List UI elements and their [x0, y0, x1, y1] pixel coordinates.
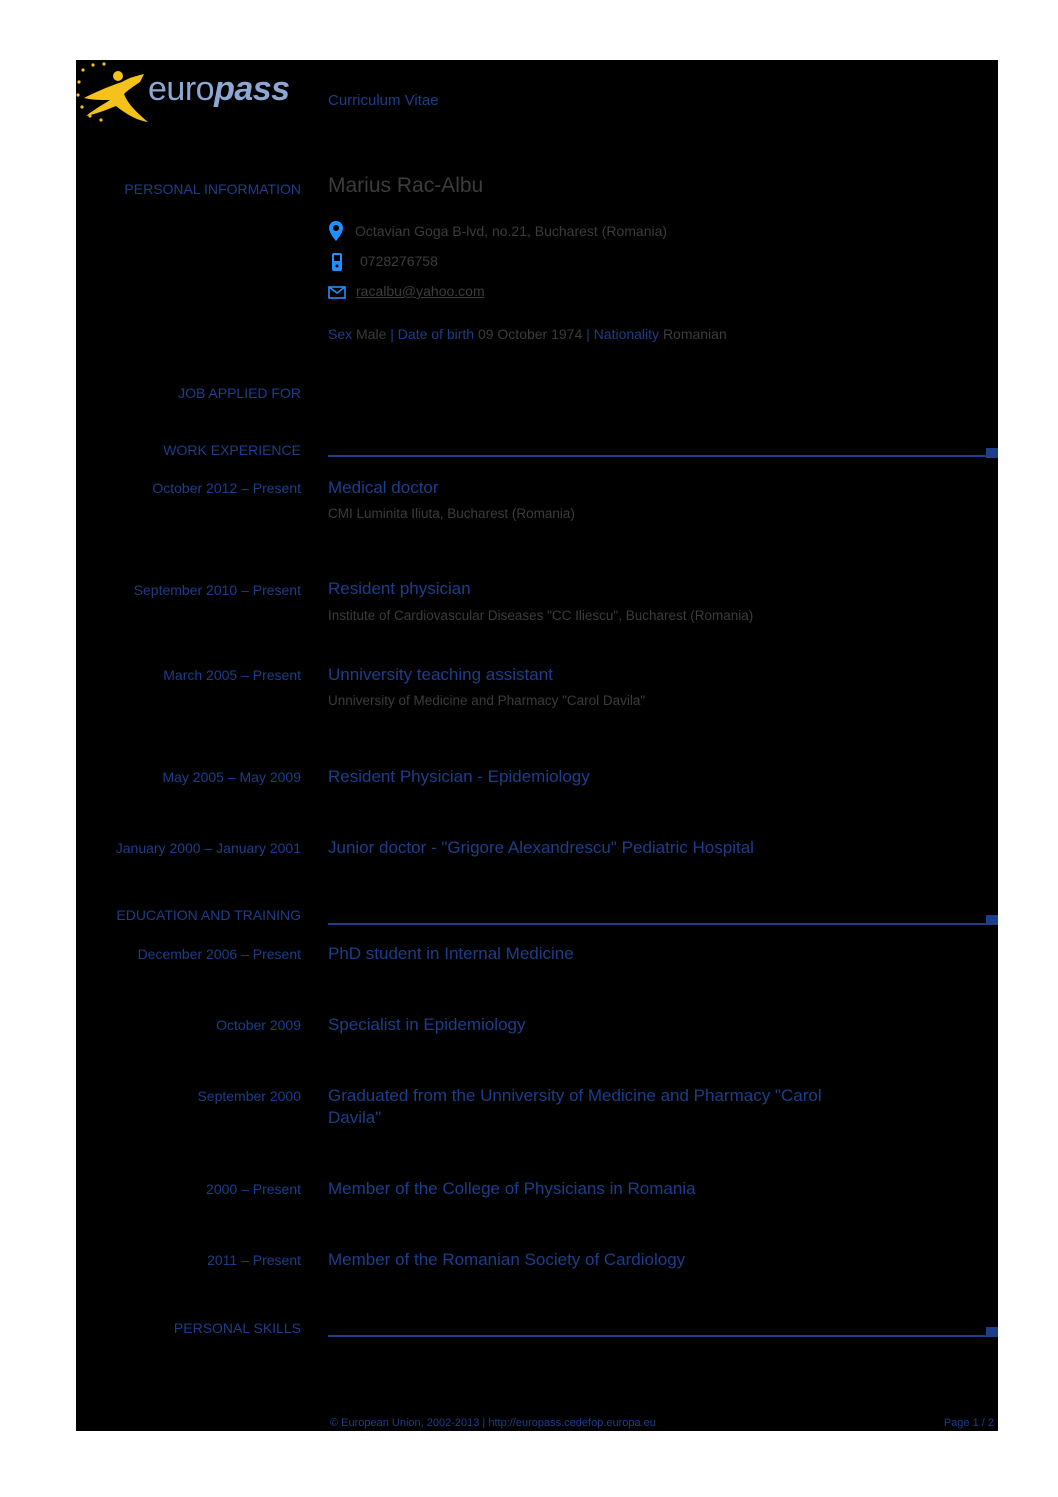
phone-text: 0728276758 [360, 253, 438, 269]
work-employer: Unniversity of Medicine and Pharmacy "Carol Davila" [328, 693, 646, 708]
work-position: Resident physician [328, 579, 471, 598]
work-employer: CMI Luminita Iliuta, Bucharest (Romania) [328, 506, 575, 521]
footer-copyright: © European Union, 2002-2013 | http://europass.cedefop.europa.eu [330, 1417, 656, 1429]
section-divider-marker [986, 915, 998, 925]
europass-logo [76, 60, 306, 130]
section-label-work-experience: WORK EXPERIENCE [163, 442, 301, 458]
email-link[interactable]: racalbu@yahoo.com [356, 283, 485, 299]
section-label-education-and-training: EDUCATION AND TRAINING [116, 907, 301, 923]
dob-value: 09 October 1974 [477, 326, 583, 342]
person-name: Marius Rac-Albu [328, 174, 484, 197]
education-dates: October 2009 [216, 1017, 301, 1033]
section-divider [328, 1335, 986, 1337]
email-icon [328, 286, 346, 299]
education-title: PhD student in Internal Medicine [328, 944, 574, 963]
europass-star-figure-icon [76, 60, 156, 130]
work-position: Unniversity teaching assistant [328, 665, 553, 684]
document-title: Curriculum Vitae [328, 92, 439, 109]
nationality-value: Romanian [662, 326, 727, 342]
personal-facts-line [328, 326, 727, 342]
logo-wordmark: europass [148, 70, 290, 108]
mobile-phone-icon [331, 252, 343, 272]
cv-page [76, 60, 998, 1431]
work-position: Resident Physician - Epidemiology [328, 767, 590, 786]
work-position: Junior doctor - "Grigore Alexandrescu" Pediatric Hospital [328, 838, 754, 857]
work-dates: May 2005 – May 2009 [162, 769, 301, 785]
facts-separator: | [390, 326, 394, 342]
section-divider [328, 455, 986, 457]
education-dates: December 2006 – Present [137, 946, 301, 962]
sex-value: Male [356, 326, 387, 342]
section-divider-marker [986, 448, 998, 458]
dob-label: Date of birth [397, 326, 475, 342]
section-label-personal-skills: PERSONAL SKILLS [173, 1320, 301, 1336]
section-label-personal-information: PERSONAL INFORMATION [124, 181, 301, 197]
education-title: Member of the Romanian Society of Cardiology [328, 1250, 686, 1269]
education-title-line-2: Davila" [328, 1108, 382, 1127]
location-icon [328, 220, 344, 242]
section-divider-marker [986, 1327, 998, 1337]
education-title-line-1: Graduated from the Unniversity of Medicine and Pharmacy "Carol [328, 1086, 822, 1105]
education-title: Member of the College of Physicians in Romania [328, 1179, 696, 1198]
sex-label: Sex [328, 326, 353, 342]
work-dates: September 2010 – Present [133, 582, 301, 598]
section-label-job-applied-for: JOB APPLIED FOR [178, 385, 301, 401]
work-position: Medical doctor [328, 478, 439, 497]
education-dates: 2011 – Present [207, 1252, 301, 1268]
work-dates: January 2000 – January 2001 [115, 840, 301, 856]
work-employer: Institute of Cardiovascular Diseases "CC Iliescu", Bucharest (Romania) [328, 608, 754, 623]
address-text: Octavian Goga B-lvd, no.21, Bucharest (Romania) [355, 223, 668, 239]
page-number: Page 1 / 2 [943, 1417, 994, 1429]
education-dates: September 2000 [197, 1088, 301, 1104]
nationality-label: Nationality [593, 326, 660, 342]
education-dates: 2000 – Present [206, 1181, 301, 1197]
education-title: Specialist in Epidemiology [328, 1015, 526, 1034]
facts-separator: | [586, 326, 590, 342]
section-divider [328, 923, 986, 925]
work-dates: March 2005 – Present [163, 667, 301, 683]
work-dates: October 2012 – Present [152, 480, 301, 496]
